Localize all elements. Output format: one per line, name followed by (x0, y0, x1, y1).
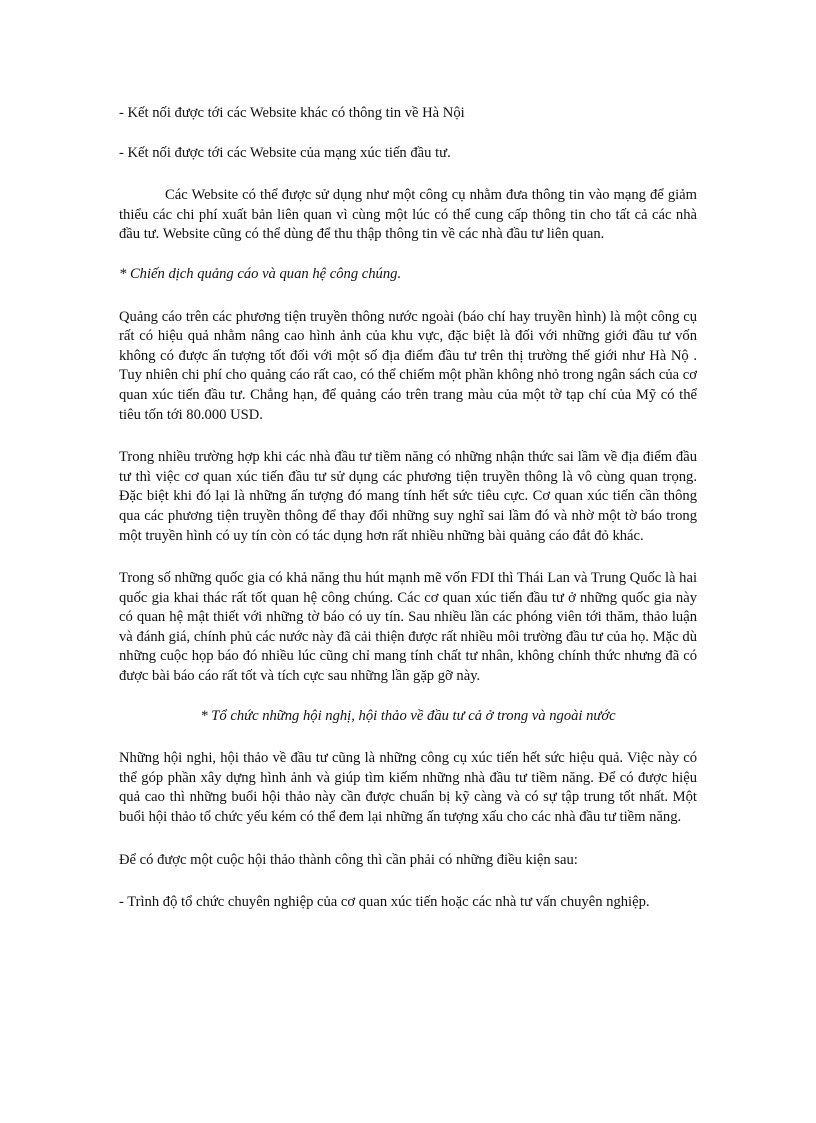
bullet-line: - Trình độ tổ chức chuyên nghiệp của cơ quan xúc tiến hoặc các nhà tư vấn chuyên nghiệp. (119, 894, 650, 911)
body-paragraph: Những hội nghi, hội thảo về đầu tư cũng là những công cụ xúc tiến hết sức hiệu quả. Việc này có thể góp phần xây dựng hình ảnh và giúp tìm kiếm những nhà đầu tư tiềm năng. Để có được hiệu quả cao thì những buổi hội thảo này cần được chuẩn bị kỹ càng và có sự tập trung tốt nhất. Một buổi hội thảo tổ chức yếu kém có thể đem lại những ấn tượng xấu cho các nhà đầu tư tiềm năng. (119, 750, 697, 826)
body-paragraph: Quảng cáo trên các phương tiện truyền thông nước ngoài (báo chí hay truyền hình) là một công cụ rất có hiệu quả nhằm nâng cao hình ảnh của khu vực, đặc biệt là đối với những giới đầu tư vốn không có được ấn tượng tốt đối với một số địa điểm đầu tư trên thị trường thế giới như Hà Nộ . Tuy nhiên chi phí cho quảng cáo rất cao, có thể chiếm một phần không nhỏ trong ngân sách của cơ quan xúc tiến đầu tư. Chẳng hạn, để quảng cáo trên trang màu của một tờ tạp chí của Mỹ có thể tiêu tốn tới 80.000 USD. (119, 308, 697, 423)
document-page (119, 104, 697, 913)
body-paragraph: Để có được một cuộc hội thảo thành công thì cần phải có những điều kiện sau: (119, 851, 578, 868)
body-paragraph: Trong số những quốc gia có khả năng thu hút mạnh mẽ vốn FDI thì Thái Lan và Trung Quốc là hai quốc gia khai thác rất tốt quan hệ công chúng. Các cơ quan xúc tiến đầu tư ở những quốc gia này có quan hệ mật thiết với những tờ báo có uy tín. Sau nhiều lần các phóng viên tới thăm, thảo luận và đánh giá, chính phủ các nước này đã cải thiện được rất nhiều môi trường đầu tư của họ. Mặc dù những cuộc họp báo đó nhiều lúc cũng chỉ mang tính chất tư nhân, không chính thức nhưng đã có được bài báo cáo rất tốt và tích cực sau những lần gặp gỡ này. (119, 570, 697, 685)
bullet-line: - Kết nối được tới các Website của mạng xúc tiến đầu tư. (119, 144, 451, 161)
section-heading: * Tổ chức những hội nghị, hội thảo về đầu tư cả ở trong và ngoài nước (200, 707, 616, 724)
section-heading: * Chiến dịch quảng cáo và quan hệ công chúng. (119, 265, 402, 282)
body-paragraph: Các Website có thể được sử dụng như một công cụ nhằm đưa thông tin vào mạng để giảm thiểu các chi phí xuất bản liên quan vì cùng một lúc có thể cung cấp thông tin cho tất cả các nhà đầu tư. Website cũng có thể dùng để thu thập thông tin về các nhà đầu tư liên quan. (119, 187, 697, 243)
body-paragraph: Trong nhiều trường hợp khi các nhà đầu tư tiềm năng có những nhận thức sai lầm về địa điểm đầu tư thì việc cơ quan xúc tiến đầu tư sử dụng các phương tiện truyền thông là vô cùng quan trọng. Đặc biệt khi đó lại là những ấn tượng đó mang tính hết sức tiêu cực. Cơ quan xúc tiến cần thông qua các phương tiện truyền thông để thay đổi những suy nghĩ sai lầm đó và nhờ một tờ báo trong một truyền hình có uy tín còn có tác dụng hơn rất nhiều những bài quảng cáo đắt đỏ khác. (119, 449, 697, 544)
bullet-line: - Kết nối được tới các Website khác có thông tin về Hà Nội (119, 105, 465, 121)
